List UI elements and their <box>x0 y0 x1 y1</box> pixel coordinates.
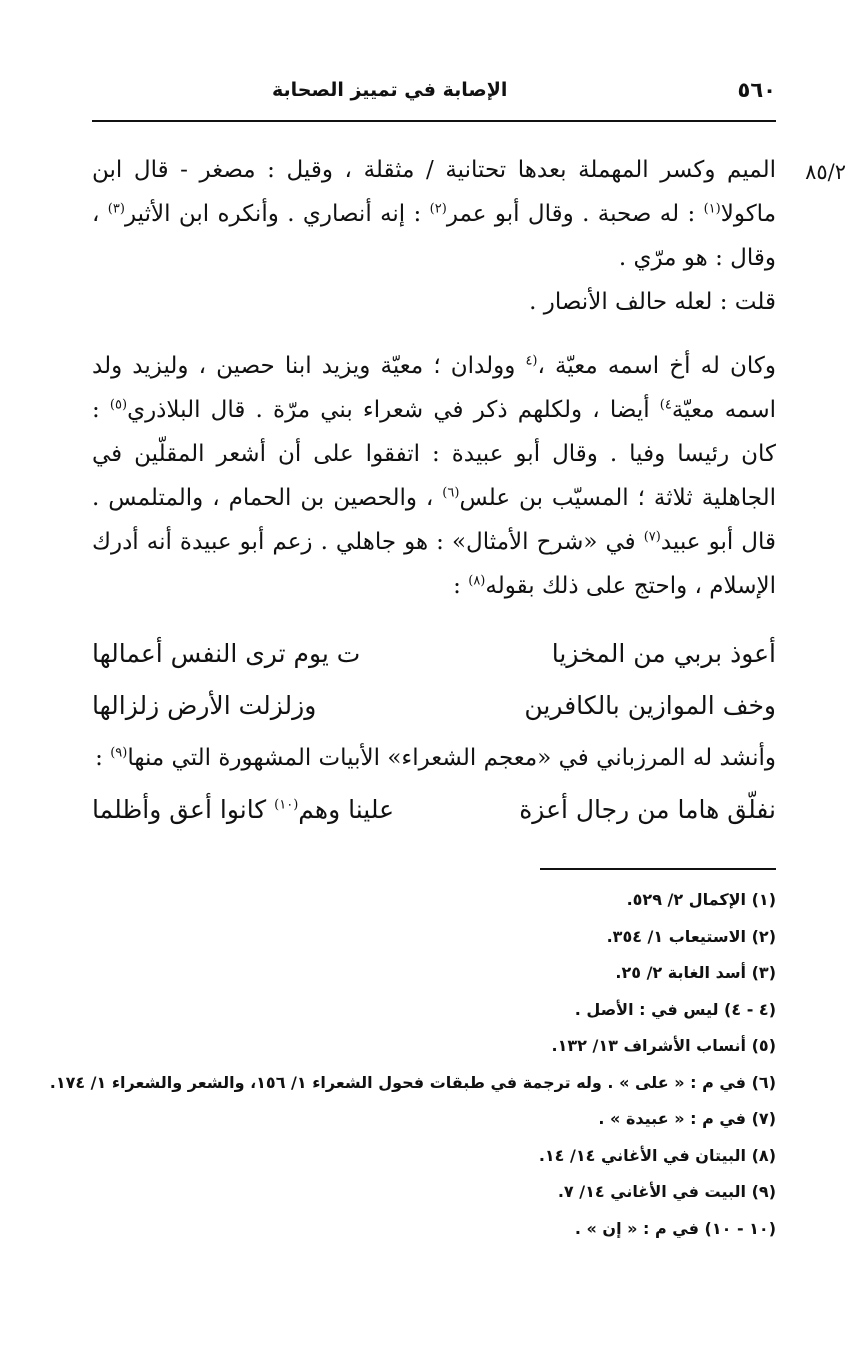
verse-line <box>92 628 776 680</box>
text-run: وولدان ؛ معيّة ويزيد ابنا حصين ، وليزيد ولد اسمه معيّة <box>92 353 776 423</box>
footnote-ref: (٢) <box>429 201 447 217</box>
footnote-ref: (٥) <box>109 397 128 413</box>
footnote-ref: ٤) <box>659 397 672 413</box>
verse-first-hemistich: نفلّق هاما من رجال أعزة <box>519 795 776 824</box>
text-run: : كان رئيسا وفيا . وقال أبو عبيدة : اتفقوا على أن أشعر المقلّين في الجاهلية ثلاثة ؛ المسيّب بن علس <box>92 397 776 511</box>
text-run: : <box>453 573 469 599</box>
footnote-ref: (٤ <box>525 353 538 369</box>
footnote: (٧) في م : « عبيدة » . <box>598 1109 776 1128</box>
text-run: وكان له أخ اسمه معيّة ، <box>537 353 776 379</box>
verse-introduction <box>92 736 776 780</box>
page-number: ٥٦٠ <box>737 78 776 102</box>
footnote: (٣) أسد الغابة ٢/ ٢٥. <box>615 963 776 982</box>
verse-second-hemistich: وزلزلت الأرض زلزالها <box>92 691 317 720</box>
header-rule <box>92 120 776 122</box>
poem <box>92 628 776 836</box>
text-run: وأنشد له المرزباني في «معجم الشعراء» الأبيات المشهورة التي منها <box>127 745 776 771</box>
paragraph-2 <box>92 344 776 608</box>
verse-second-hemistich <box>92 784 394 836</box>
verse-second-hemistich: ت يوم ترى النفس أعمالها <box>92 639 361 668</box>
footnote: (٤ - ٤) ليس في : الأصل . <box>574 999 776 1019</box>
footnote: (٥) أنساب الأشراف ١٣/ ١٣٢. <box>551 1036 776 1055</box>
footnote-ref: (١) <box>703 201 721 217</box>
text-line: : <box>687 201 704 227</box>
verse-line <box>92 784 776 836</box>
text-line: له صحبة . وقال أبو عمر <box>446 201 680 227</box>
page-header <box>92 72 776 108</box>
text-run: في «شرح الأمثال» : هو جاهلي . زعم أبو عبيدة أنه أدرك الإسلام ، واحتج على ذلك بقوله <box>92 529 776 599</box>
margin-reference: ٨٥/٢ <box>805 160 846 184</box>
footnote-ref: (١٠) <box>274 797 299 813</box>
text-run: كانوا أعق وأظلما <box>92 795 275 824</box>
verse-first-hemistich: وخف الموازين بالكافرين <box>524 691 776 720</box>
verse-line <box>92 680 776 732</box>
footnote: (١) الإكمال ٢/ ٥٢٩. <box>626 890 776 909</box>
footnote-rule <box>540 868 776 870</box>
verse-first-hemistich: أعوذ بربي من المخزيا <box>551 639 776 668</box>
main-text <box>92 148 776 836</box>
text-run: علينا وهم <box>298 795 395 824</box>
footnote-ref: (٨) <box>468 573 486 589</box>
footnote: (٨) البيتان في الأغاني ١٤/ ١٤. <box>538 1145 776 1165</box>
footnote: (٩) البيت في الأغاني ١٤/ ٧. <box>557 1182 776 1201</box>
paragraph-1 <box>92 148 776 324</box>
footnote-ref: (٩) <box>110 745 128 761</box>
footnote-ref: (٣) <box>107 201 125 217</box>
text-line: قلت : لعله حالف الأنصار . <box>529 289 776 315</box>
footnotes <box>49 882 776 1247</box>
footnote: (٢) الاستيعاب ١/ ٣٥٤. <box>606 926 776 946</box>
running-title: الإصابة في تمييز الصحابة <box>272 79 508 101</box>
text-line: الميم وكسر المهملة بعدها تحتانية / مثقلة ، وقيل : مصغر - قال ابن ماكولا <box>92 157 777 227</box>
text-run: ، والحصين بن الحمام ، والمتلمس . قال أبو عبيد <box>92 485 776 555</box>
footnote-ref: (٧) <box>643 529 661 545</box>
footnote: (٦) في م : « على » . وله ترجمة في طبقات فحول الشعراء ١/ ١٥٦، والشعر والشعراء ١/ ١٧٤. <box>49 1072 776 1092</box>
footnote-ref: (٦) <box>442 485 460 501</box>
text-run: أيضا ، ولكلهم ذكر في شعراء بني مرّة . قال البلاذري <box>127 397 660 423</box>
text-line: ، وقال : هو مرّي . <box>92 201 776 271</box>
text-run: : <box>95 745 111 771</box>
footnote: (١٠ - ١٠) في م : « إن » . <box>574 1218 776 1238</box>
text-line: : إنه أنصاري . وأنكره ابن الأثير <box>124 201 430 227</box>
